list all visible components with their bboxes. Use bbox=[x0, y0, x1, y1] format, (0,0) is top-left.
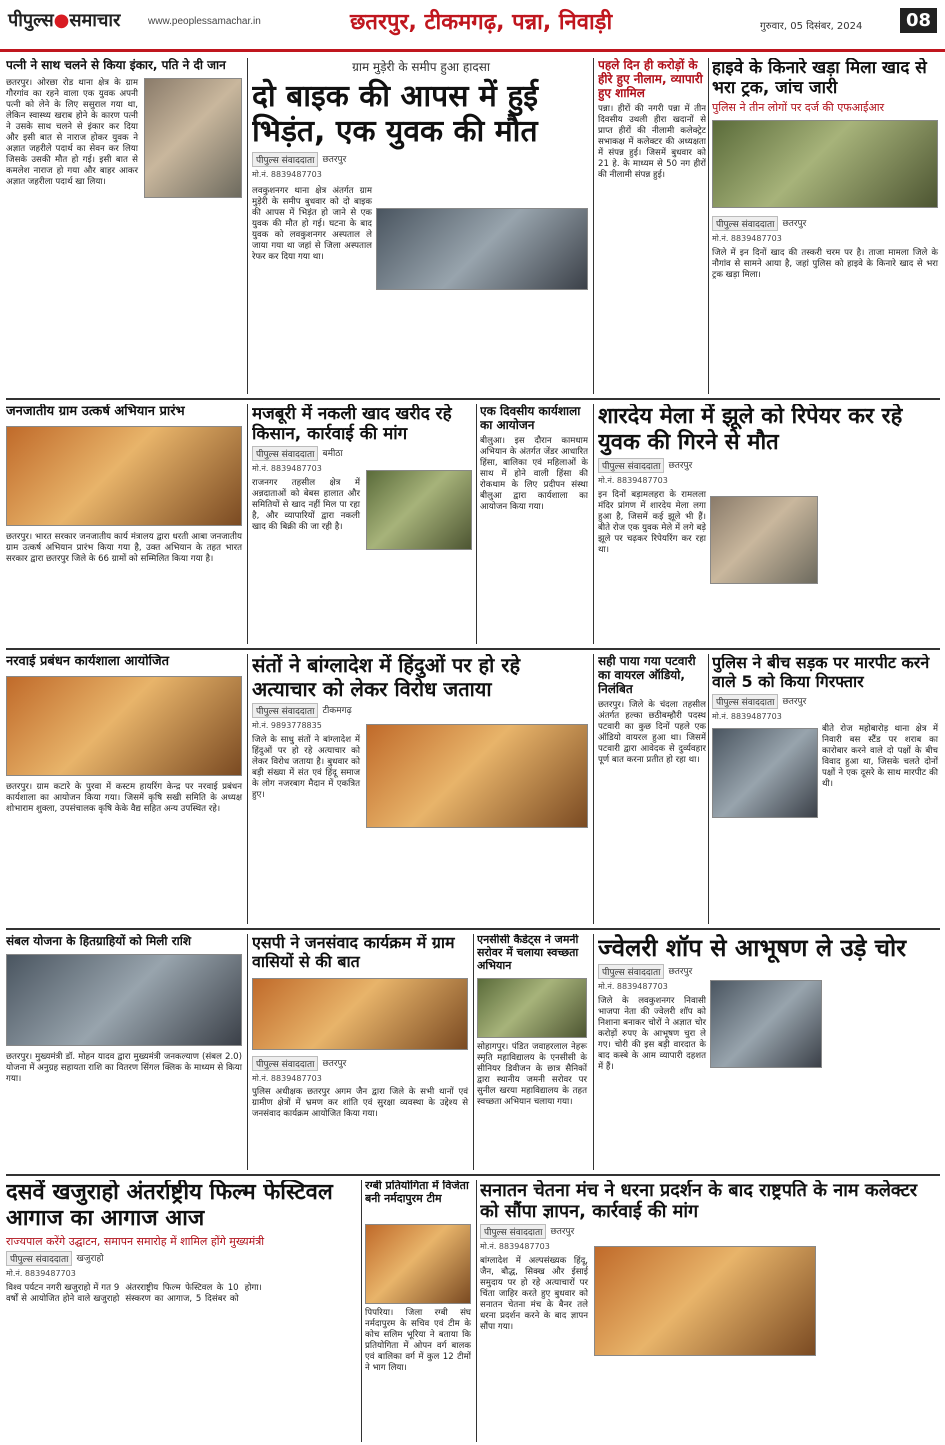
headline: नरवाई प्रबंधन कार्यशाला आयोजित bbox=[6, 654, 170, 669]
byline: पीपुल्स संवाददाता छतरपुर bbox=[712, 216, 938, 231]
article-body: छतरपुर। भारत सरकार जनजातीय कार्य मंत्रालय द्वारा धरती आबा जनजातीय ग्राम उत्कर्ष अभियान प्रारंभ किया गया है, उक्त अभियान के तहत भारत सरकार द्वारा छतरपुर जिले के 66 ग्रामों को सम्मिलित किया गया है। bbox=[6, 532, 242, 564]
headline: एसपी ने जनसंवाद कार्यक्रम में ग्राम वासियों से की बात bbox=[252, 934, 455, 971]
headline: मजबूरी में नकली खाद खरीद रहे किसान, कार्रवाई की मांग bbox=[252, 404, 452, 445]
article-diamond-auction bbox=[598, 58, 706, 394]
article-sambal-scheme bbox=[6, 934, 244, 1170]
masthead bbox=[0, 0, 945, 52]
article-body: जिले में इन दिनों खाद की तस्करी चरम पर है। ताजा मामला जिले के नौगांव से सामने आया है, जहां पुलिस को हाइवे के किनारे खाद से भरा ट्रक खड़ा मिला। bbox=[712, 248, 938, 280]
article-fertilizer-truck bbox=[712, 58, 940, 394]
section-title: छतरपुर, टीकमगढ़, पन्ना, निवाड़ी bbox=[350, 10, 613, 35]
truck-photo bbox=[712, 120, 938, 208]
article-body: पन्ना। हीरों की नगरी पन्ना में तीन दिवसीय उथली हीरा खदानों से प्राप्त हीरों की नीलामी कलेक्ट्रेट सभाकक्ष में कलेक्टर की अध्यक्षता में संपन्न हुई। जिसमें बुधवार को 21 हे. के माध्यम से 50 नग हीरों की नीलामी संपन्न हुई। bbox=[598, 104, 706, 181]
headline: सनातन चेतना मंच ने धरना प्रदर्शन के बाद राष्ट्रपति के नाम कलेक्टर को सौंपा ज्ञापन, कार्रवाई की मांग bbox=[480, 1180, 918, 1223]
article-body: जिले के लवकुशनगर निवासी भाजपा नेता की ज्वेलरी शॉप को निशाना बनाकर चोरों ने अज्ञात चोर करोड़ों रुपए के आभूषण चुरा ले गए। चोरी की इस बड़ी वारदात के बाद कस्बे के आम व्यापारी दहशत में हैं। bbox=[598, 996, 706, 1073]
article-bike-accident bbox=[252, 58, 590, 394]
byline: पीपुल्स संवाददाता छतरपुर bbox=[480, 1224, 940, 1239]
article-body: बीलुआ। इस दौरान कामधाम अभियान के अंतर्गत जेंडर आधारित हिंसा, बालिका एवं महिलाओं के साथ में होने वाली हिंसा की रोकथाम के लिए प्रदीपन संस्था बीलुआ द्वारा कार्यशाला का आयोजन किया गया। bbox=[480, 436, 588, 513]
article-body: सोहागपुर। पंडित जवाहरलाल नेहरू स्मृति महाविद्यालय के एनसीसी के सीनियर डिवीजन के छात्र सैनिकों द्वारा स्थानीय जमनी सरोवर पर सुनील खरया महाविद्यालय के तहत स्वच्छता अभियान चलाया गया। bbox=[477, 1042, 587, 1107]
headline: दो बाइक की आपस में हुई भिड़ंत, एक युवक की मौत bbox=[252, 79, 538, 150]
headline: संतों ने बांग्लादेश में हिंदुओं पर हो रहे अत्याचार को लेकर विरोध जताया bbox=[252, 654, 521, 701]
article-fight-arrest bbox=[712, 654, 940, 924]
mobile-number: मो.नं. 8839487703 bbox=[712, 711, 782, 721]
headline: पहले दिन ही करोड़ों के हीरे हुए नीलाम, व्यापारी हुए शामिल bbox=[598, 58, 703, 101]
mobile-number: मो.नं. 8839487703 bbox=[6, 1268, 76, 1278]
byline: पीपुल्स संवाददाता खजुराहो bbox=[6, 1251, 358, 1266]
article-body: विश्व पर्यटन नगरी खजुराहो में गत 9 वर्षों से आयोजित होने वाले खजुराहो अंतरराष्ट्रीय फिल्म फेस्टिवल के 10 संस्करण का आगाज, 5 दिसंबर को होगा। bbox=[6, 1282, 262, 1304]
article-body: जिले के साधु संतों ने बांग्लादेश में हिंदुओं पर हो रहे अत्याचार को लेकर विरोध जताया है। बुधवार को बड़ी संख्या में संत एवं हिंदू समाज के लोग नजरबाग मैदान में एकत्रित हुए। bbox=[252, 735, 360, 801]
kicker: ग्राम मुड़ेरी के समीप हुआ हादसा bbox=[352, 60, 490, 74]
team-photo bbox=[365, 1224, 471, 1304]
article-khajuraho-festival bbox=[6, 1180, 358, 1442]
dharna-photo bbox=[594, 1246, 816, 1356]
article-fake-fertilizer bbox=[252, 404, 474, 644]
couple-photo bbox=[144, 78, 242, 198]
article-body: पुलिस अधीक्षक छतरपुर अगम जैन द्वारा जिले के सभी थानों एवं ग्रामीण क्षेत्रों में भ्रमण कर शांति एवं सुरक्षा व्यवस्था के उद्देश्य से जनसंवाद कार्यक्रम आयोजित किया गया। bbox=[252, 1087, 468, 1119]
shop-photo bbox=[710, 980, 822, 1068]
campaign-photo bbox=[6, 426, 242, 526]
article-body: छतरपुर। ग्राम कटारे के पुरवा में कस्टम हायरिंग केन्द्र पर नरवाई प्रबंधन कार्यशाला का आयोजन किया गया। जिसमें कृषि सखी समिति के अध्यक्ष शोभाराम शुक्ला, उपसंचालक कृषि केके वैद्य सहित अन्य उपस्थित रहे। bbox=[6, 782, 242, 814]
byline: पीपुल्स संवाददाता टीकमगढ़ bbox=[252, 703, 590, 718]
article-tribal-campaign bbox=[6, 404, 244, 644]
article-body: छतरपुर। जिले के चंदला तहसील अंतर्गत हल्का छठीबम्हौरी पदस्थ पटवारी का कुछ दिनों पहले एक ऑडियो वायरल हुआ था। जिसमें पटवारी द्वारा आवेदक से दुर्व्यवहार पूर्ण बात करना प्रतीत हो रहा था। bbox=[598, 700, 706, 766]
accused-photo bbox=[712, 728, 818, 818]
byline: पीपुल्स संवाददाता छतरपुर bbox=[712, 694, 940, 709]
headline: सही पाया गया पटवारी का वायरल ऑडियो, निलंबित bbox=[598, 654, 696, 697]
page-number: 08 bbox=[900, 8, 937, 33]
victim-photo bbox=[710, 496, 818, 584]
article-sanatan-memorandum bbox=[480, 1180, 940, 1442]
ncc-photo bbox=[477, 978, 587, 1038]
fertilizer-photo bbox=[366, 470, 472, 550]
article-jewellery-theft bbox=[598, 934, 940, 1170]
byline: पीपुल्स संवाददाता छतरपुर bbox=[598, 458, 940, 473]
article-body: छतरपुर। मुख्यमंत्री डॉ. मोहन यादव द्वारा मुख्यमंत्री जनकल्याण (संबल 2.0) योजना में अनुग्रह सहायता राशि का वितरण सिंगल क्लिक के माध्यम से किया गया। bbox=[6, 1052, 242, 1084]
headline: एनसीसी कैडेट्स ने जमनी सरोवर में चलाया स्वच्छता अभियान bbox=[477, 934, 579, 972]
article-stubble-workshop bbox=[6, 654, 244, 924]
article-body: इन दिनों बड़ामलहरा के रामलला मंदिर प्रांगण में शारदेय मेला लगा हुआ है, जिसमें कई झूले भी हैं। बीते रोज एक युवक मेले में लगे बड़े झूले पर चढ़कर रिपेयरिंग कर रहा था। bbox=[598, 489, 706, 555]
subheadline: राज्यपाल करेंगे उद्घाटन, समापन समारोह में शामिल होंगे मुख्यमंत्री bbox=[6, 1234, 265, 1248]
article-body: लवकुशनगर थाना क्षेत्र अंतर्गत ग्राम मुड़ेरी के समीप बुधवार को दो बाइक की आपस में भिड़ंत हो जाने से एक युवक की मौत हो गई। घटना के बाद युवक को लवकुशनगर अस्पताल ले जाया गया था जहां से जिला अस्पताल रेफर कर दिया गया था। bbox=[252, 185, 372, 262]
jansamvad-photo bbox=[252, 978, 468, 1050]
headline: पत्नी ने साथ चलने से किया इंकार, पति ने दी जान bbox=[6, 58, 226, 72]
headline: शारदेय मेला में झूले को रिपेयर कर रहे युवक की गिरने से मौत bbox=[598, 404, 903, 455]
newspaper-logo: पीपुल्स●समाचार bbox=[8, 10, 121, 31]
meeting-photo bbox=[6, 954, 242, 1046]
protest-photo bbox=[366, 724, 588, 828]
article-saints-protest bbox=[252, 654, 590, 924]
accident-photo bbox=[376, 208, 588, 290]
byline: पीपुल्स संवाददाता छतरपुर bbox=[598, 964, 940, 979]
article-workshop bbox=[480, 404, 588, 644]
headline: दसवें खजुराहो अंतर्राष्ट्रीय फिल्म फेस्टिवल आगाज का आगाज आज bbox=[6, 1180, 333, 1231]
mobile-number: मो.नं. 8839487703 bbox=[712, 234, 782, 243]
mobile-number: मो.नं. 8839487703 bbox=[252, 169, 322, 179]
headline: हाइवे के किनारे खड़ा मिला खाद से भरा ट्रक, जांच जारी bbox=[712, 58, 927, 99]
article-sp-jansamvad bbox=[252, 934, 470, 1170]
mobile-number: मो.नं. 9893778835 bbox=[252, 721, 322, 731]
byline: पीपुल्स संवाददाता छतरपुर bbox=[252, 152, 590, 167]
article-rugby bbox=[365, 1180, 473, 1442]
headline: संबल योजना के हितग्राहियों को मिली राशि bbox=[6, 934, 192, 948]
byline: पीपुल्स संवाददाता बमीठा bbox=[252, 446, 474, 461]
article-body: छतरपुर। ओरछा रोड थाना क्षेत्र के ग्राम गौरगांव का रहने वाला एक युवक अपनी पत्नी को लेने के लिए ससुराल गया था, लेकिन स्वास्थ्य खराब होने के कारण पत्नी ने उसके साथ चलने से इंकार कर दिया और इसी बात से नाराज होकर युवक ने अज्ञात जहरीले पदार्थ का सेवन कर लिया जिसके उसकी मौत हो गई। इसी बात से कमलेश नाराज हो गया और बाहर आकर अज्ञात जहरीला पदार्थ खा लिया। bbox=[6, 78, 138, 187]
article-body: बीते रोज महोबारोड़ थाना क्षेत्र में निवारी बस स्टैंड पर शराब का कारोबार करने वाले दो पक्षों के बीच विवाद हुआ था, जिसके चलते दोनों पक्षों ने एक दूसरे के साथ मारपीट की थी। bbox=[822, 724, 938, 789]
byline: पीपुल्स संवाददाता छतरपुर bbox=[252, 1056, 468, 1071]
website-url: www.peoplessamachar.in bbox=[148, 16, 261, 27]
article-body: पिपरिया। जिला रग्बी संघ नर्मदापुरम के सचिव एवं टीम के कोच सलिम भूरिया ने बताया कि प्रतियोगिता में ओपन वर्ग बालक एवं बालिका वर्ग में कुल 12 टीमों ने भाग लिया। bbox=[365, 1308, 471, 1373]
subheadline: पुलिस ने तीन लोगों पर दर्ज की एफआईआर bbox=[712, 101, 885, 115]
mobile-number: मो.नं. 8839487703 bbox=[252, 1074, 322, 1083]
workshop-photo bbox=[6, 676, 242, 776]
article-fair-swing-death bbox=[598, 404, 940, 644]
article-ncc-cleanliness bbox=[477, 934, 589, 1170]
mobile-number: मो.नं. 8839487703 bbox=[480, 1242, 550, 1252]
article-patwari-audio bbox=[598, 654, 706, 924]
article-wife-refused bbox=[6, 58, 244, 394]
headline: रग्बी प्रतियोगिता में विजेता बनी नर्मदापुरम टीम bbox=[365, 1180, 469, 1205]
mobile-number: मो.नं. 8839487703 bbox=[598, 982, 668, 992]
mobile-number: मो.नं. 8839487703 bbox=[252, 464, 322, 474]
issue-date: गुरुवार, 05 दिसंबर, 2024 bbox=[760, 21, 863, 32]
article-body: राजनगर तहसील क्षेत्र में अन्नदाताओं को बेबस हालात और समितियों से खाद नहीं मिल पा रहा है, और व्यापारियों द्वारा नकली खाद की बिक्री की जा रही है। bbox=[252, 478, 360, 533]
article-body: बांग्लादेश में अल्पसंख्यक हिंदू, जैन, बौद्ध, सिक्ख और ईसाई समुदाय पर हो रहे अत्याचारों पर चिंता जाहिर करते हुए बुधवार को सनातन चेतना मंच के बैनर तले धरना प्रदर्शन करने के बाद ज्ञापन सौंपा गया। bbox=[480, 1256, 588, 1333]
headline: ज्वेलरी शॉप से आभूषण ले उड़े चोर bbox=[598, 934, 907, 962]
headline: एक दिवसीय कार्यशाला का आयोजन bbox=[480, 404, 581, 433]
headline: जनजातीय ग्राम उत्कर्ष अभियान प्रारंभ bbox=[6, 404, 185, 419]
headline: पुलिस ने बीच सड़क पर मारपीट करने वाले 5 को किया गिरफ्तार bbox=[712, 654, 930, 691]
mobile-number: मो.नं. 8839487703 bbox=[598, 475, 668, 485]
